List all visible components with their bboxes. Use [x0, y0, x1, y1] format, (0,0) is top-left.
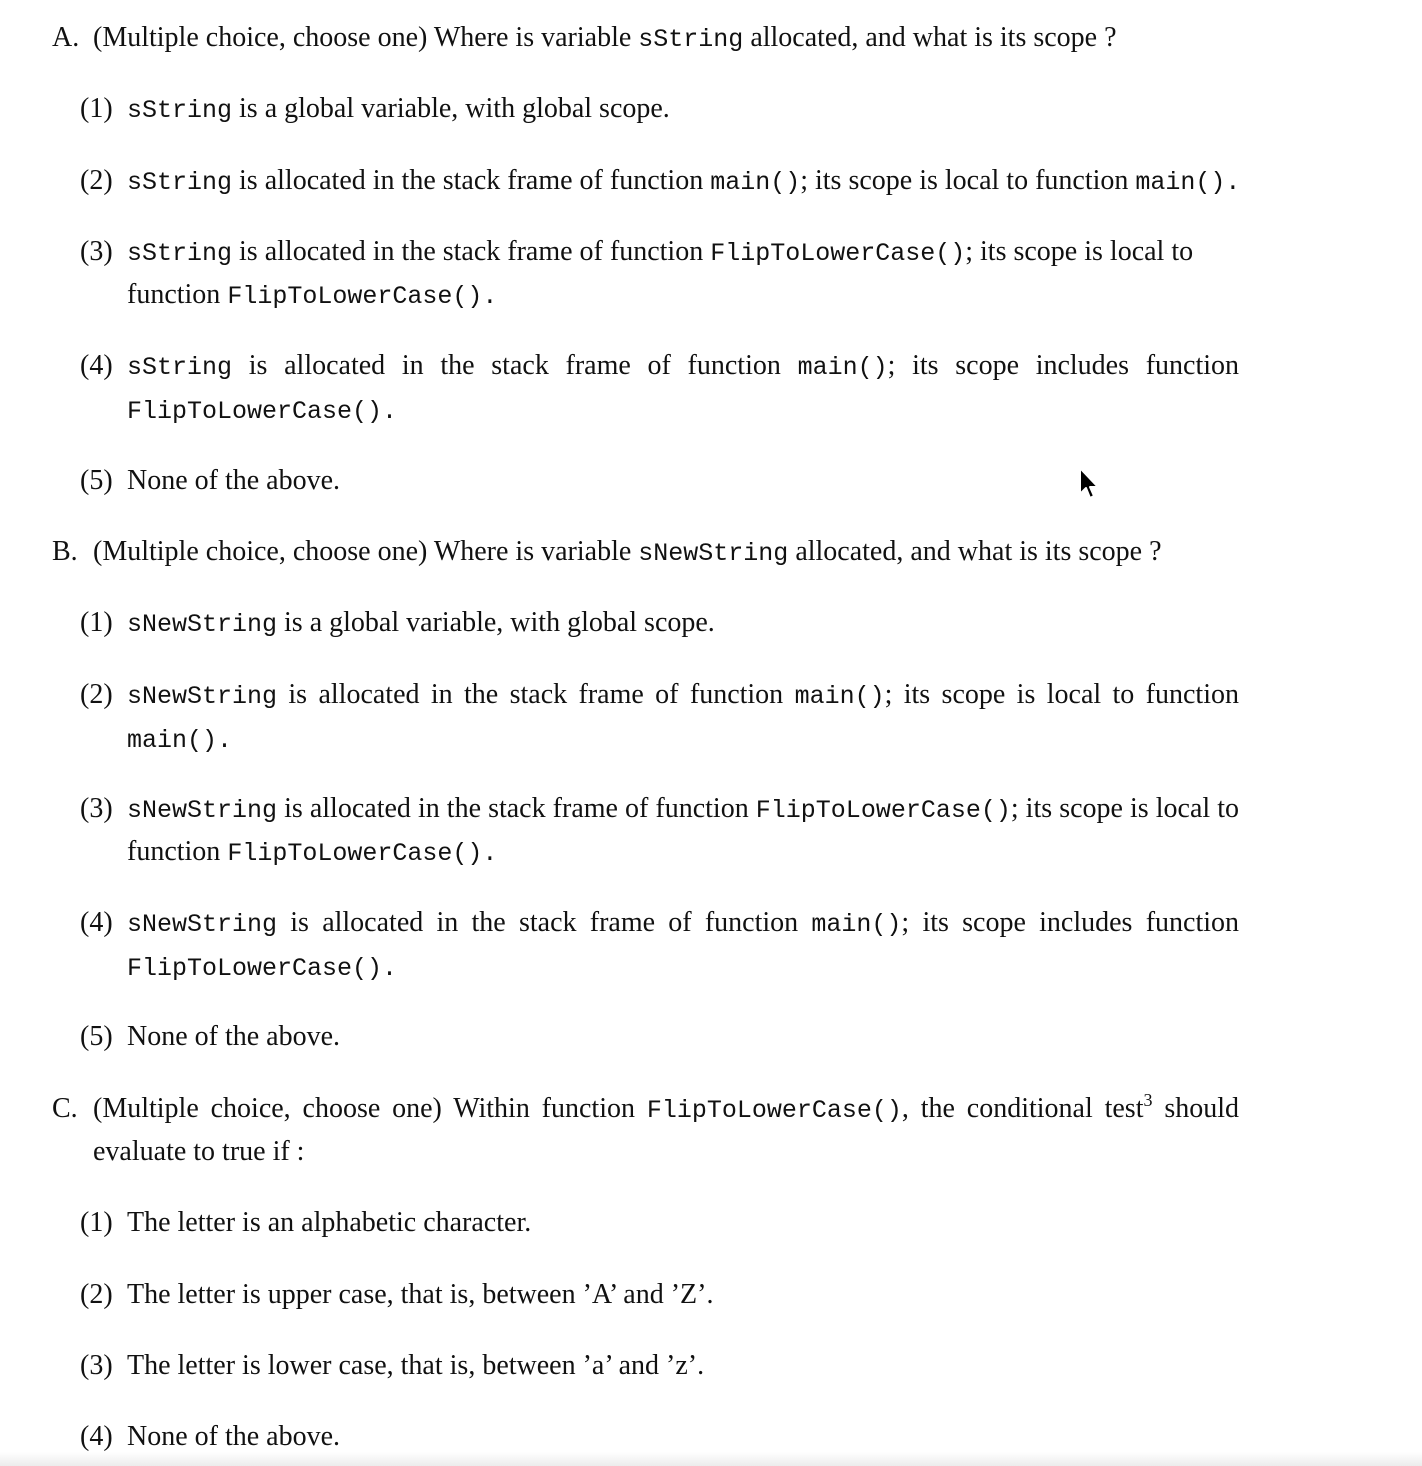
code-var: sString	[127, 239, 233, 268]
window-bottom-edge	[0, 1452, 1422, 1466]
option-number: (2)	[80, 165, 113, 196]
code-var: sString	[127, 168, 233, 197]
option-number: (3)	[80, 1350, 113, 1381]
code-var: sNewString	[127, 796, 278, 825]
option-text: The letter is upper case, that is, between ’A’ and ’Z’.	[127, 1279, 714, 1310]
code-var: sNewString	[638, 539, 789, 568]
code-fn: main()	[710, 168, 801, 197]
code-fn: main()	[1135, 168, 1226, 197]
option-number: (1)	[80, 1207, 113, 1238]
option-number: (3)	[80, 793, 113, 824]
question-a-label: A.	[52, 22, 80, 53]
code-var: sString	[638, 25, 744, 54]
code-fn: main()	[811, 910, 902, 939]
code-fn: main()	[797, 353, 888, 382]
option-text: is a global variable, with global scope.	[284, 607, 715, 638]
option-number: (3)	[80, 236, 113, 267]
code-fn: main()	[794, 682, 885, 711]
option-number: (1)	[80, 607, 113, 638]
option-number: (4)	[80, 350, 113, 381]
code-fn: FlipToLowerCase()	[127, 954, 383, 983]
code-var: sString	[127, 353, 233, 382]
question-c-label: C.	[52, 1093, 78, 1124]
option-text: is a global variable, with global scope.	[239, 93, 670, 124]
code-fn: FlipToLowerCase()	[227, 282, 483, 311]
code-fn: FlipToLowerCase()	[646, 1096, 902, 1125]
option-text: None of the above.	[127, 1021, 341, 1052]
footnote-marker[interactable]: 3	[1143, 1090, 1153, 1110]
option-text: The letter is lower case, that is, between ’a’ and ’z’.	[127, 1350, 705, 1381]
question-b-label: B.	[52, 536, 78, 567]
option-number: (2)	[80, 1279, 113, 1310]
code-var: sString	[127, 96, 233, 125]
question-c-prompt-cont: evaluate to true if :	[93, 1136, 305, 1167]
code-fn: main()	[127, 726, 218, 755]
option-number: (5)	[80, 465, 113, 496]
option-text: The letter is an alphabetic character.	[127, 1207, 532, 1238]
code-var: sNewString	[127, 910, 278, 939]
option-number: (4)	[80, 1421, 113, 1452]
code-var: sNewString	[127, 610, 278, 639]
mouse-pointer-icon	[1076, 466, 1102, 502]
option-text: None of the above.	[127, 1421, 341, 1452]
code-fn: FlipToLowerCase()	[227, 839, 483, 868]
option-text: None of the above.	[127, 465, 341, 496]
code-fn: FlipToLowerCase()	[127, 397, 383, 426]
option-number: (1)	[80, 93, 113, 124]
option-number: (2)	[80, 679, 113, 710]
option-number: (4)	[80, 907, 113, 938]
question-c-prompt: (Multiple choice, choose one) Within function FlipToLowerCase(), the conditional test$^3$ should	[93, 1090, 1240, 1125]
option-number: (5)	[80, 1021, 113, 1052]
code-fn: FlipToLowerCase()	[755, 796, 1011, 825]
code-var: sNewString	[127, 682, 278, 711]
code-fn: FlipToLowerCase()	[710, 239, 966, 268]
question-a-prompt: (Multiple choice, choose one) Where is variable sString allocated, and what is its scope ?	[93, 22, 1117, 54]
question-b-prompt: (Multiple choice, choose one) Where is variable sNewString allocated, and what is its scope ?	[93, 536, 1162, 568]
